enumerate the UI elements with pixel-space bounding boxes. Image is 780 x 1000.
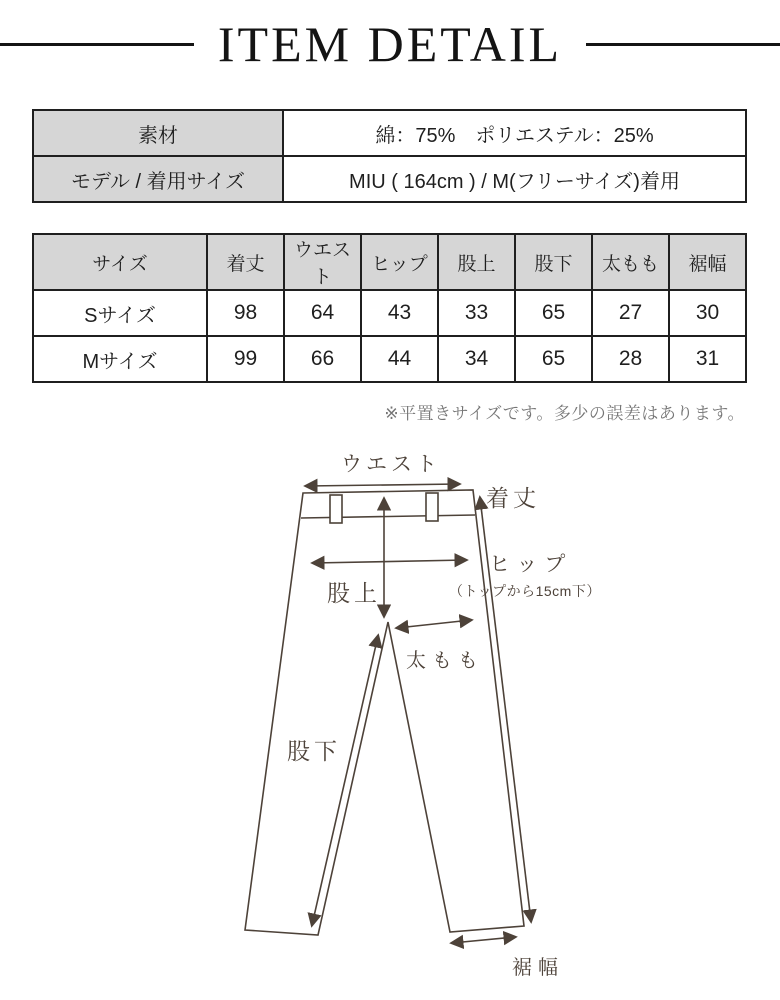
size-value-cell: 43 xyxy=(361,290,438,336)
size-col-header: ウエスト xyxy=(284,234,361,290)
size-value-cell: 98 xyxy=(207,290,284,336)
info-value-material: 綿：75% ポリエステル：25% xyxy=(283,110,746,156)
belt-loop-right xyxy=(426,493,438,521)
size-row-m xyxy=(33,336,746,382)
info-label-model: モデル / 着用サイズ xyxy=(33,156,283,202)
length-label: 着丈 xyxy=(486,485,540,511)
inseam-arrow xyxy=(312,636,378,925)
waistband-line xyxy=(301,515,475,518)
size-col-header: 裾幅 xyxy=(669,234,746,290)
size-row-label: Sサイズ xyxy=(33,290,207,336)
size-value-cell: 27 xyxy=(592,290,669,336)
size-value-cell: 33 xyxy=(438,290,515,336)
hem-label: 裾幅 xyxy=(512,957,564,979)
pants-diagram xyxy=(0,440,780,1000)
size-value-cell: 30 xyxy=(669,290,746,336)
size-row-s xyxy=(33,290,746,336)
size-col-header: ヒップ xyxy=(361,234,438,290)
belt-loop-left xyxy=(330,495,342,523)
info-table xyxy=(32,109,747,203)
size-col-header: 太もも xyxy=(592,234,669,290)
size-row-label: Mサイズ xyxy=(33,336,207,382)
size-value-cell: 31 xyxy=(669,336,746,382)
info-label-material: 素材 xyxy=(33,110,283,156)
size-value-cell: 99 xyxy=(207,336,284,382)
inseam-label: 股下 xyxy=(287,738,341,764)
size-col-header: 股上 xyxy=(438,234,515,290)
size-value-cell: 64 xyxy=(284,290,361,336)
size-header-row xyxy=(33,234,746,290)
hip-label: ヒップ xyxy=(489,553,573,576)
size-table xyxy=(32,233,747,383)
size-value-cell: 34 xyxy=(438,336,515,382)
title-rule-right xyxy=(586,43,780,46)
header xyxy=(0,18,780,70)
size-value-cell: 65 xyxy=(515,336,592,382)
size-value-cell: 66 xyxy=(284,336,361,382)
size-col-header: サイズ xyxy=(33,234,207,290)
info-value-model: MIU ( 164cm ) / M(フリーサイズ)着用 xyxy=(283,156,746,202)
size-col-header: 股下 xyxy=(515,234,592,290)
thigh-arrow xyxy=(397,620,471,628)
waist-arrow xyxy=(306,484,459,486)
rise-label: 股上 xyxy=(327,580,381,606)
title-rule-left xyxy=(0,43,194,46)
page-title: ITEM DETAIL xyxy=(217,16,563,72)
size-note: ※平置きサイズです。多少の誤差はあります。 xyxy=(384,404,745,423)
hip-note-label: （トップから15cm下） xyxy=(449,583,601,599)
size-col-header: 着丈 xyxy=(207,234,284,290)
info-row-model xyxy=(33,156,746,202)
size-value-cell: 65 xyxy=(515,290,592,336)
hem-arrow xyxy=(452,937,515,943)
size-value-cell: 28 xyxy=(592,336,669,382)
hip-arrow xyxy=(313,560,466,563)
waist-label: ウエスト xyxy=(341,453,441,476)
size-value-cell: 44 xyxy=(361,336,438,382)
info-row-material xyxy=(33,110,746,156)
thigh-label: 太もも xyxy=(406,650,484,672)
